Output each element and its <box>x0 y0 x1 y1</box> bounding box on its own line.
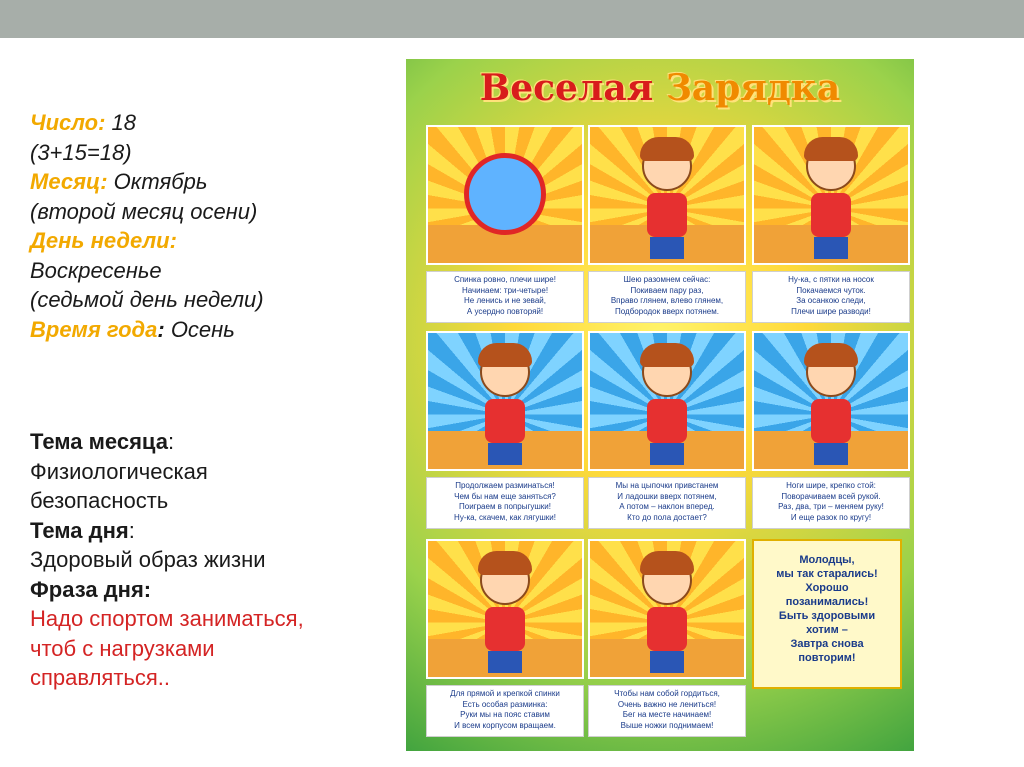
finale-box <box>752 539 902 689</box>
verse-line: Чем бы нам еще заняться? <box>454 491 556 501</box>
child-illustration <box>588 125 746 265</box>
day-theme-value: Здоровый образ жизни <box>30 547 266 572</box>
exercise-card <box>426 539 584 737</box>
phrase-line3: справляться.. <box>30 665 170 690</box>
clock-illustration <box>426 125 584 265</box>
phrase-line2: чтоб с нагрузками <box>30 635 215 661</box>
verse-line: Ну-ка, с пятки на носок <box>788 275 874 284</box>
verse-line: А усердно повторяй! <box>466 306 544 316</box>
verse-line: Плечи шире разводи! <box>791 306 871 316</box>
exercise-verse <box>588 685 746 737</box>
number-label: Число: <box>30 110 106 135</box>
number-formula: (3+15=18) <box>30 139 132 165</box>
exercise-verse <box>426 685 584 737</box>
verse-line: Руки мы на пояс ставим <box>460 710 550 719</box>
exercise-verse <box>426 477 584 529</box>
month-label: Месяц: <box>30 169 108 194</box>
exercise-card <box>588 125 746 323</box>
day-theme-colon: : <box>128 517 135 543</box>
verse-line: Продолжаем разминаться! <box>455 481 555 490</box>
exercise-card <box>426 125 584 323</box>
child-illustration <box>426 539 584 679</box>
child-figure-icon <box>480 555 530 673</box>
verse-line: И ладошки вверх потянем, <box>617 491 717 501</box>
month-note: (второй месяц осени) <box>30 198 258 224</box>
child-figure-icon <box>806 347 856 465</box>
finale-line: Завтра снова <box>790 638 864 650</box>
poster-title-word1: Веселая <box>479 67 654 109</box>
finale-line: Быть здоровыми <box>778 610 876 622</box>
season-colon: : <box>157 316 165 342</box>
child-figure-icon <box>806 141 856 259</box>
spacer <box>30 344 400 427</box>
verse-line: Не ленись и не зевай, <box>464 296 546 305</box>
child-illustration <box>426 331 584 471</box>
day-theme-line <box>30 516 400 546</box>
weekday-note: (седьмой день недели) <box>30 287 264 312</box>
month-theme-colon: : <box>167 429 175 454</box>
exercise-poster <box>406 59 914 751</box>
weekday-label: День недели: <box>30 228 177 253</box>
verse-line: Кто до пола достает? <box>627 512 707 522</box>
exercise-verse <box>426 271 584 323</box>
month-theme-line1: Физиологическая <box>30 458 208 484</box>
verse-line: Покачаемся чуток. <box>796 285 866 295</box>
verse-line: Есть особая разминка: <box>462 699 548 709</box>
weekday-value: Воскресенье <box>30 257 162 283</box>
verse-line: За осанкою следи, <box>796 296 866 305</box>
finale-line: мы так старались! <box>776 568 878 580</box>
finale-line: хотим – <box>806 624 848 636</box>
top-bar <box>0 0 1024 38</box>
poster-title <box>406 67 914 109</box>
month-line <box>30 167 400 197</box>
exercise-verse <box>588 477 746 529</box>
number-line <box>30 108 400 138</box>
child-illustration <box>752 331 910 471</box>
verse-line: Очень важно не лениться! <box>617 699 717 709</box>
exercise-card <box>588 331 746 529</box>
verse-line: Шею разомнем сейчас: <box>623 275 711 284</box>
day-theme-label: Тема дня <box>30 517 129 543</box>
exercise-verse <box>752 477 910 529</box>
verse-line: Выше ножки поднимаем! <box>620 720 714 730</box>
month-theme-line2: безопасность <box>30 488 169 513</box>
finale-line: повторим! <box>798 652 856 664</box>
child-figure-icon <box>642 555 692 673</box>
verse-line: Ноги шире, крепко стой: <box>786 481 876 490</box>
season-line <box>30 315 400 345</box>
number-value: 18 <box>105 110 137 135</box>
verse-line: Ну-ка, скачем, как лягушки! <box>454 512 556 522</box>
exercise-verse <box>752 271 910 323</box>
verse-line: Спинка ровно, плечи шире! <box>454 275 556 284</box>
month-value: Октябрь <box>107 169 208 194</box>
child-illustration <box>588 539 746 679</box>
verse-line: Поиграем в попрыгушки! <box>459 502 551 511</box>
phrase-label: Фраза дня: <box>30 576 152 602</box>
verse-line: Для прямой и крепкой спинки <box>450 689 560 698</box>
month-theme-label: Тема месяца <box>30 429 168 454</box>
verse-line: Чтобы нам собой гордиться, <box>614 689 720 698</box>
verse-line: Вправо глянем, влево глянем, <box>610 296 724 305</box>
verse-line: И еще разок по кругу! <box>790 512 872 522</box>
verse-line: И всем корпусом вращаем. <box>454 720 556 730</box>
verse-line: А потом – наклон вперед. <box>619 502 715 511</box>
exercise-card <box>752 125 910 323</box>
verse-line: Подбородок вверх потянем. <box>615 306 719 316</box>
exercise-card <box>426 331 584 529</box>
finale-line: Молодцы, <box>799 554 855 566</box>
season-value: Осень <box>164 316 235 342</box>
poster-title-word2: Зарядка <box>665 67 841 109</box>
verse-line: Начинаем: три-четыре! <box>461 285 549 295</box>
exercise-card <box>588 539 746 737</box>
child-figure-icon <box>480 347 530 465</box>
finale-line: Хорошо <box>805 582 849 594</box>
child-figure-icon <box>642 141 692 259</box>
child-figure-icon <box>642 347 692 465</box>
child-illustration <box>752 125 910 265</box>
day-info-panel <box>30 108 400 693</box>
exercise-card <box>752 331 910 529</box>
month-theme-line <box>30 427 400 457</box>
phrase-line1: Надо спортом заниматься, <box>30 606 304 631</box>
exercise-verse <box>588 271 746 323</box>
child-illustration <box>588 331 746 471</box>
verse-line: Мы на цыпочки привстанем <box>615 481 719 490</box>
verse-line: Бег на месте начинаем! <box>622 710 712 719</box>
alarm-clock-icon <box>464 153 546 235</box>
verse-line: Поворачиваем всей рукой. <box>781 491 881 501</box>
verse-line: Покиваем пару раз, <box>630 285 704 295</box>
season-label: Время года <box>30 316 158 342</box>
finale-line: позанимались! <box>785 596 869 608</box>
verse-line: Раз, два, три – меняем руку! <box>778 502 884 511</box>
